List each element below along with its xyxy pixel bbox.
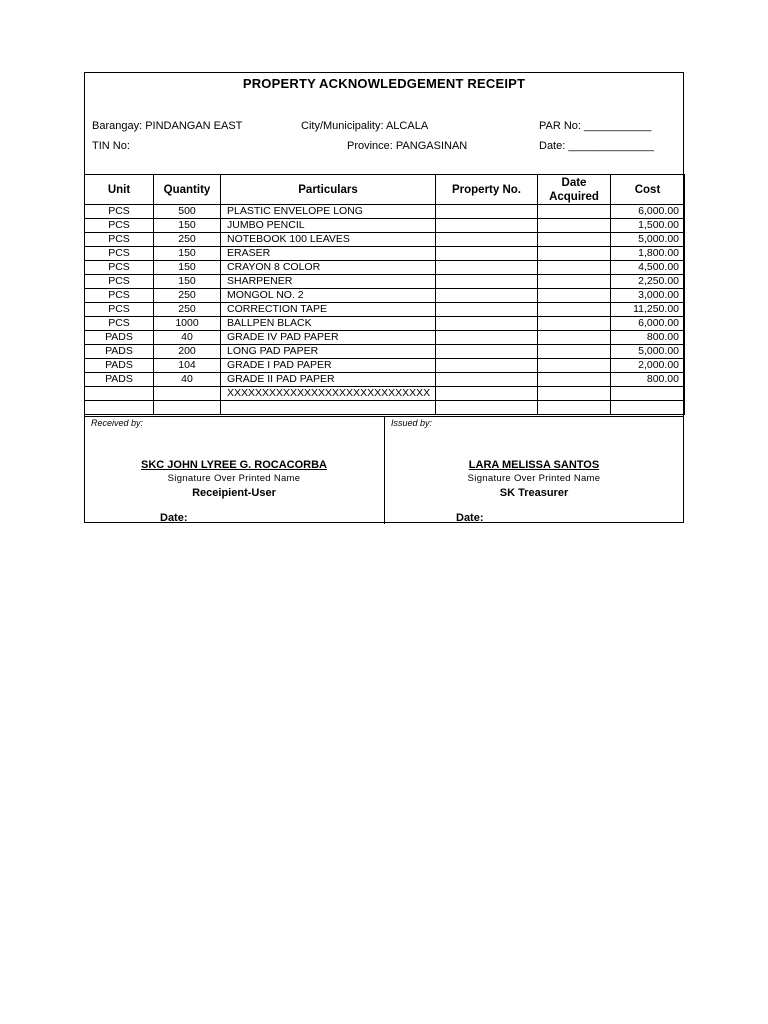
received-by-block: [84, 417, 385, 524]
cost-cell: 1,800.00: [611, 247, 685, 261]
barangay-field: Barangay: PINDANGAN EAST: [92, 120, 243, 132]
property-no-cell: [436, 219, 538, 233]
quantity-cell: 250: [154, 303, 221, 317]
date-acquired-cell: [538, 317, 611, 331]
quantity-cell: [154, 387, 221, 401]
issuer-signature-caption: Signature Over Printed Name: [467, 473, 601, 484]
issuer-name: LARA MELISSA SANTOS: [468, 459, 600, 471]
cost-cell: 4,500.00: [611, 261, 685, 275]
particulars-cell: ERASER: [221, 247, 436, 261]
cost-cell: 800.00: [611, 331, 685, 345]
quantity-cell: [154, 401, 221, 415]
table-row: [85, 317, 685, 331]
particulars-cell: LONG PAD PAPER: [221, 345, 436, 359]
unit-cell: PCS: [85, 219, 154, 233]
property-no-cell: [436, 205, 538, 219]
table-row: [85, 345, 685, 359]
particulars-cell: NOTEBOOK 100 LEAVES: [221, 233, 436, 247]
unit-cell: PCS: [85, 247, 154, 261]
particulars-cell: GRADE IV PAD PAPER: [221, 331, 436, 345]
quantity-cell: 1000: [154, 317, 221, 331]
cost-cell: 2,000.00: [611, 359, 685, 373]
quantity-cell: 40: [154, 373, 221, 387]
table-row: [85, 289, 685, 303]
unit-cell: PCS: [85, 233, 154, 247]
unit-cell: PCS: [85, 317, 154, 331]
cost-cell: [611, 387, 685, 401]
unit-cell: PCS: [85, 303, 154, 317]
particulars-cell: JUMBO PENCIL: [221, 219, 436, 233]
property-no-cell: [436, 261, 538, 275]
table-header-row: [85, 175, 685, 205]
particulars-cell: MONGOL NO. 2: [221, 289, 436, 303]
cost-cell: 5,000.00: [611, 233, 685, 247]
date-acquired-cell: [538, 387, 611, 401]
items-table: [84, 174, 685, 415]
col-date-acquired: [538, 175, 611, 205]
recipient-signature-caption: Signature Over Printed Name: [167, 473, 301, 484]
table-row: [85, 233, 685, 247]
col-unit: Unit: [85, 175, 154, 205]
table-row: [85, 247, 685, 261]
city-field: City/Municipality: ALCALA: [301, 120, 429, 132]
unit-cell: PCS: [85, 275, 154, 289]
particulars-cell: SHARPENER: [221, 275, 436, 289]
table-row: [85, 387, 685, 401]
province-field: Province: PANGASINAN: [347, 140, 468, 152]
date-acquired-cell: [538, 303, 611, 317]
property-no-cell: [436, 303, 538, 317]
issuer-role: SK Treasurer: [499, 487, 569, 499]
signature-section: [84, 416, 684, 524]
property-no-cell: [436, 275, 538, 289]
col-particulars: Particulars: [221, 175, 436, 205]
particulars-cell: CORRECTION TAPE: [221, 303, 436, 317]
date-acquired-cell: [538, 261, 611, 275]
cost-cell: 800.00: [611, 373, 685, 387]
date-acquired-line1: Date: [561, 176, 587, 189]
property-no-cell: [436, 289, 538, 303]
quantity-cell: 150: [154, 261, 221, 275]
particulars-cell: GRADE II PAD PAPER: [221, 373, 436, 387]
quantity-cell: 150: [154, 247, 221, 261]
particulars-cell: PLASTIC ENVELOPE LONG: [221, 205, 436, 219]
cost-cell: 2,250.00: [611, 275, 685, 289]
date-acquired-cell: [538, 233, 611, 247]
quantity-cell: 250: [154, 233, 221, 247]
property-no-cell: [436, 345, 538, 359]
col-cost: Cost: [611, 175, 685, 205]
form-title: PROPERTY ACKNOWLEDGEMENT RECEIPT: [242, 76, 526, 91]
unit-cell: PADS: [85, 359, 154, 373]
date-acquired-cell: [538, 373, 611, 387]
particulars-cell: GRADE I PAD PAPER: [221, 359, 436, 373]
cost-cell: 11,250.00: [611, 303, 685, 317]
col-quantity: Quantity: [154, 175, 221, 205]
quantity-cell: 250: [154, 289, 221, 303]
property-no-cell: [436, 331, 538, 345]
date-acquired-line2: Acquired: [549, 190, 599, 203]
property-no-cell: [436, 247, 538, 261]
table-row: [85, 401, 685, 415]
date-field: Date: ______________: [539, 140, 654, 152]
particulars-cell: BALLPEN BLACK: [221, 317, 436, 331]
property-no-cell: [436, 387, 538, 401]
quantity-cell: 150: [154, 275, 221, 289]
cost-cell: 6,000.00: [611, 317, 685, 331]
particulars-cell: [221, 401, 436, 415]
unit-cell: PCS: [85, 261, 154, 275]
table-row: [85, 205, 685, 219]
cost-cell: 5,000.00: [611, 345, 685, 359]
quantity-cell: 150: [154, 219, 221, 233]
date-acquired-cell: [538, 331, 611, 345]
par-no-field: PAR No: ___________: [539, 120, 652, 132]
tin-no-field: TIN No:: [92, 140, 130, 152]
property-no-cell: [436, 359, 538, 373]
property-no-cell: [436, 401, 538, 415]
unit-cell: PADS: [85, 345, 154, 359]
quantity-cell: 200: [154, 345, 221, 359]
unit-cell: PADS: [85, 331, 154, 345]
table-row: [85, 275, 685, 289]
table-row: [85, 219, 685, 233]
quantity-cell: 40: [154, 331, 221, 345]
unit-cell: [85, 401, 154, 415]
date-acquired-cell: [538, 359, 611, 373]
property-no-cell: [436, 233, 538, 247]
date-acquired-cell: [538, 205, 611, 219]
recipient-date: Date: __________________: [160, 512, 301, 524]
issued-by-block: [384, 417, 684, 524]
quantity-cell: 104: [154, 359, 221, 373]
particulars-cell: XXXXXXXXXXXXXXXXXXXXXXXXXXXXX: [221, 387, 436, 401]
unit-cell: PCS: [85, 289, 154, 303]
quantity-cell: 500: [154, 205, 221, 219]
received-by-label: Received by:: [91, 418, 144, 428]
cost-cell: 3,000.00: [611, 289, 685, 303]
cost-cell: 6,000.00: [611, 205, 685, 219]
date-acquired-cell: [538, 345, 611, 359]
table-row: [85, 261, 685, 275]
table-row: [85, 359, 685, 373]
date-acquired-cell: [538, 401, 611, 415]
date-acquired-cell: [538, 219, 611, 233]
cost-cell: [611, 401, 685, 415]
unit-cell: [85, 387, 154, 401]
unit-cell: PADS: [85, 373, 154, 387]
date-acquired-cell: [538, 247, 611, 261]
date-acquired-cell: [538, 289, 611, 303]
property-no-cell: [436, 317, 538, 331]
date-acquired-cell: [538, 275, 611, 289]
issued-by-label: Issued by:: [391, 418, 433, 428]
recipient-name: SKC JOHN LYREE G. ROCACORBA: [140, 459, 327, 471]
property-acknowledgement-receipt-form: [84, 72, 684, 523]
table-row: [85, 303, 685, 317]
unit-cell: PCS: [85, 205, 154, 219]
issuer-date: Date: ___________________: [456, 512, 603, 524]
cost-cell: 1,500.00: [611, 219, 685, 233]
recipient-role: Receipient-User: [192, 487, 276, 499]
particulars-cell: CRAYON 8 COLOR: [221, 261, 436, 275]
property-no-cell: [436, 373, 538, 387]
table-row: [85, 373, 685, 387]
col-property-no: Property No.: [436, 175, 538, 205]
table-row: [85, 331, 685, 345]
